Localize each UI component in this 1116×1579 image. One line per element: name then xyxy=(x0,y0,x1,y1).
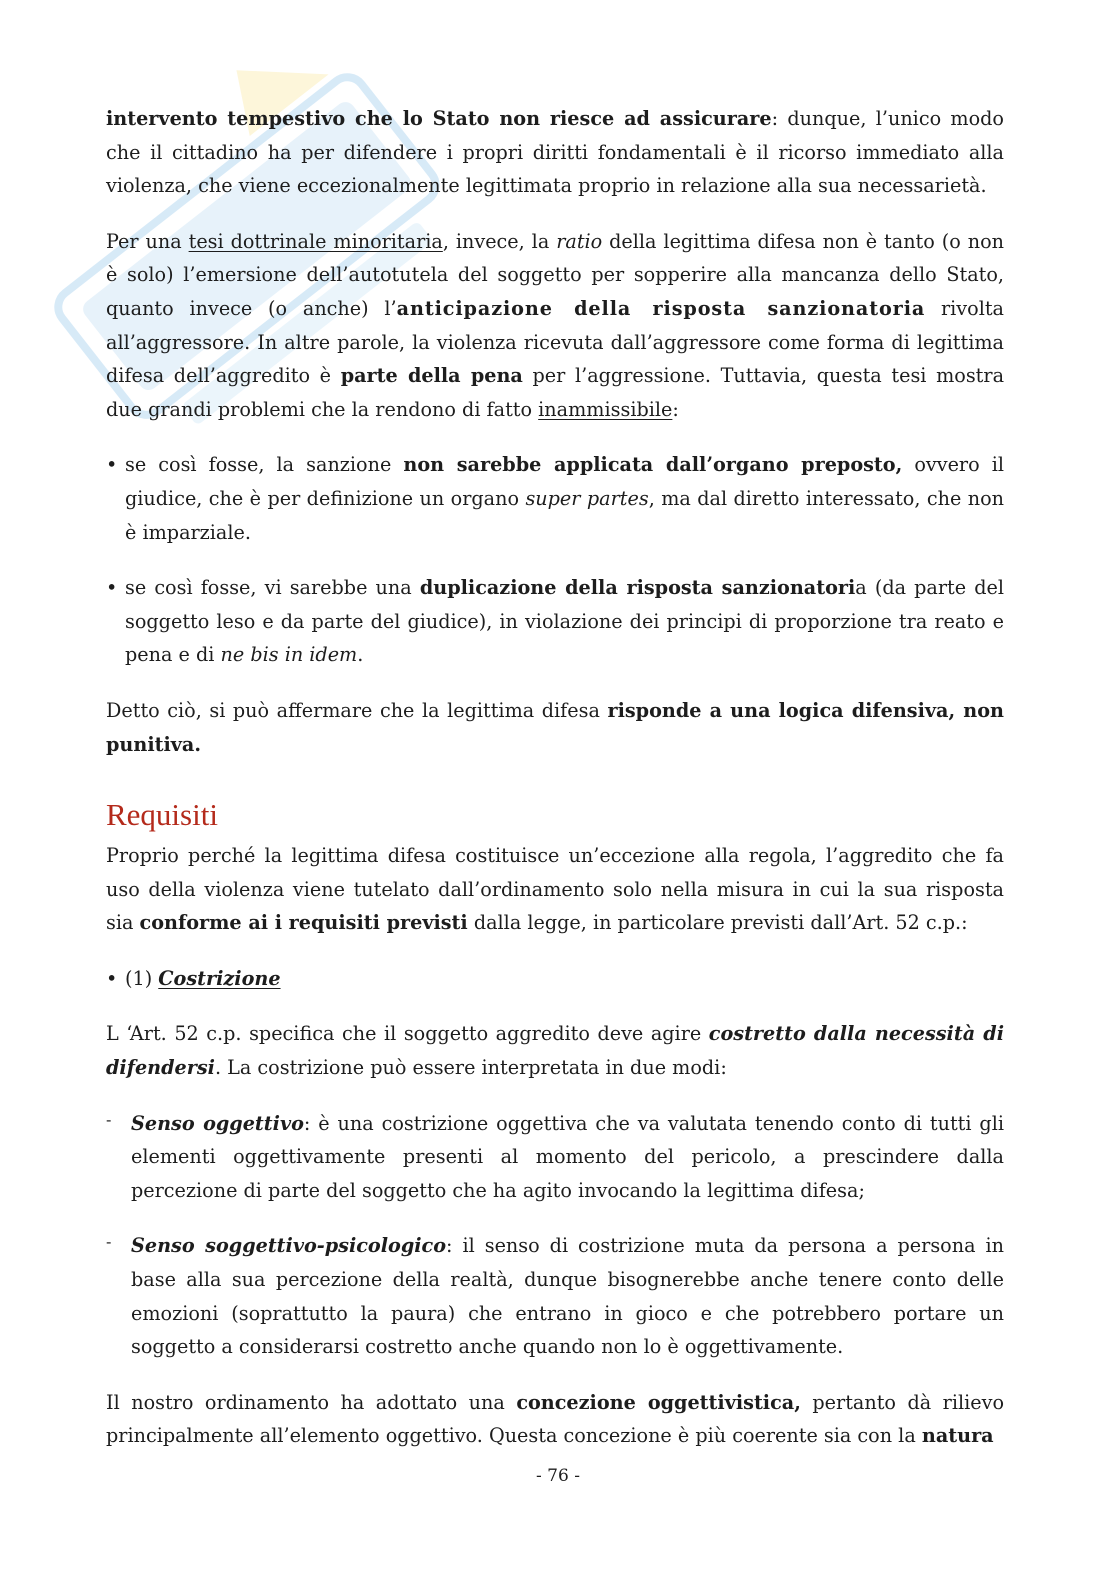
list-item: • (1) Costrizione xyxy=(106,962,1004,996)
section-heading: Requisiti xyxy=(106,797,218,833)
list-item: - Senso soggettivo-psicologico: il senso di costrizione muta da persona a persona in base alla sua percezione della realtà, dunque bisognerebbe anche tenere conto delle emozioni (soprattutto la paura) che entrano in gioco e che potrebbero portare un soggetto a considerarsi costretto anche quando non lo è oggettivamente. xyxy=(106,1229,1004,1363)
requirements-list xyxy=(106,962,1004,996)
final-paragraph: Il nostro ordinamento ha adottato una concezione oggettivistica, pertanto dà rilievo principalmente all’elemento oggettivo. Questa concezione è più coerente sia con la natura xyxy=(106,1390,1004,1448)
conclusion-paragraph: Detto ciò, si può affermare che la legittima difesa risponde a una logica difensiva, non punitiva. xyxy=(106,698,1004,756)
problems-list xyxy=(106,448,1004,672)
list-item: • se così fosse, vi sarebbe una duplicazione della risposta sanzionatoria (da parte del soggetto leso e da parte del giudice), in violazione dei principi di proporzione tra reato e pena e di ne bis in idem. xyxy=(106,571,1004,672)
list-item: • se così fosse, la sanzione non sarebbe applicata dall’organo preposto, ovvero il giudice, che è per definizione un organo super partes, ma dal diretto interessato, che non è imparziale. xyxy=(106,448,1004,549)
page-number: - 76 - xyxy=(536,1466,580,1486)
intro-paragraph: intervento tempestivo che lo Stato non riesce ad assicurare: dunque, l’unico modo che il cittadino ha per difendere i propri diritti fondamentali è il ricorso immediato alla violenza, che viene eccezionalmente legittimata proprio in relazione alla sua necessarietà. xyxy=(106,107,1004,198)
art52-paragraph: L ‘Art. 52 c.p. specifica che il soggetto aggredito deve agire costretto dalla necessità di difendersi. La costrizione può essere interpretata in due modi: xyxy=(106,1022,1004,1080)
requisiti-paragraph: Proprio perché la legittima difesa costituisce un’eccezione alla regola, l’aggredito che fa uso della violenza viene tutelato dall’ordinamento solo nella misura in cui la sua risposta sia conforme ai i requisiti previsti dalla legge, in particolare previsti dall’Art. 52 c.p.: xyxy=(106,844,1004,935)
list-item: - Senso oggettivo: è una costrizione oggettiva che va valutata tenendo conto di tutti gli elementi oggettivamente presenti al momento del pericolo, a prescindere dalla percezione di parte del soggetto che ha agito invocando la legittima difesa; xyxy=(106,1107,1004,1208)
minority-thesis-paragraph: Per una tesi dottrinale minoritaria, invece, la ratio della legittima difesa non è tanto (o non è solo) l’emersione dell’autotutela del soggetto per sopperire alla mancanza dello Stato, quanto invece (o anche) l’anticipazione della risposta sanzionatoria rivolta all’aggressore. In altre parole, la violenza ricevuta dall’aggressore come forma di legittima difesa dell’aggredito è parte della pena per l’aggressione. Tuttavia, questa tesi mostra due grandi problemi che la rendono di fatto inammissibile: xyxy=(106,229,1005,421)
interpretations-list xyxy=(106,1107,1004,1364)
page-content xyxy=(106,102,1004,1475)
